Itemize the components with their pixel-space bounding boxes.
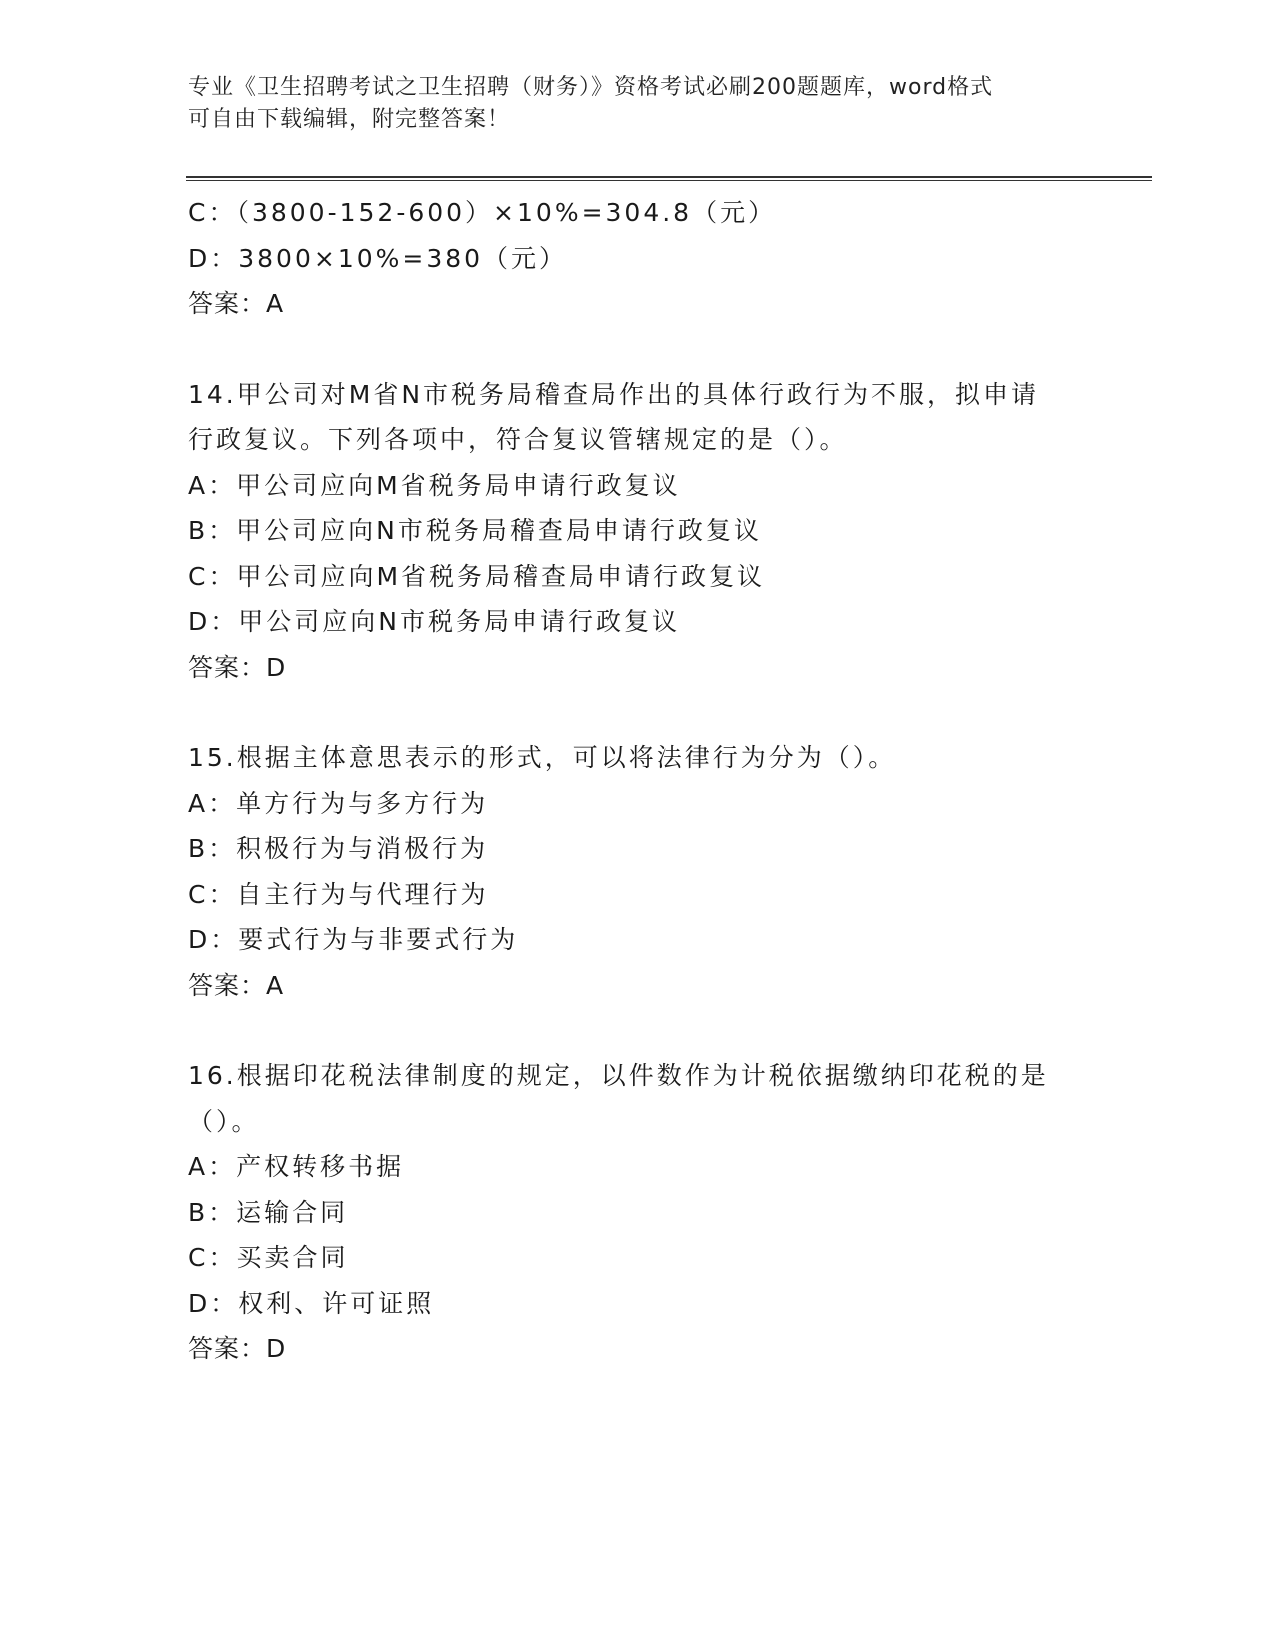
question-spacer: [188, 690, 1088, 735]
answer-text: 答案：D: [188, 652, 287, 682]
option-d: D：权利、许可证照: [188, 1288, 435, 1318]
option-b: B：运输合同: [188, 1197, 349, 1227]
question-stem-line-1: 14.甲公司对M省N市税务局稽查局作出的具体行政行为不服，拟申请: [188, 379, 1040, 409]
question-13-continuation: [188, 190, 1088, 327]
document-body: [188, 190, 1088, 1372]
question-14: [188, 372, 1088, 691]
option-d: D：3800×10%=380（元）: [188, 243, 568, 273]
question-spacer: [188, 327, 1088, 372]
header-title-line-1: 专业《卫生招聘考试之卫生招聘（财务）》资格考试必刷200题题库，word格式: [188, 75, 994, 100]
option-a: A：甲公司应向M省税务局申请行政复议: [188, 470, 681, 500]
question-15: [188, 735, 1088, 1008]
document-header: [188, 72, 1088, 136]
question-stem-line-1: 16.根据印花税法律制度的规定，以件数作为计税依据缴纳印花税的是: [188, 1061, 1049, 1090]
option-a: A：产权转移书据: [188, 1152, 405, 1181]
answer-text: 答案：A: [188, 970, 285, 1000]
option-b: B：甲公司应向N市税务局稽查局申请行政复议: [188, 516, 762, 545]
header-divider: [186, 176, 1152, 181]
answer-text: 答案：D: [188, 1334, 287, 1363]
option-d: D：要式行为与非要式行为: [188, 925, 519, 954]
option-c: C：自主行为与代理行为: [188, 879, 489, 909]
question-stem-line-1: 15.根据主体意思表示的形式，可以将法律行为分为（）。: [188, 743, 897, 772]
option-c: C：买卖合同: [188, 1243, 349, 1272]
question-stem-line-2: （）。: [188, 1106, 260, 1136]
option-d: D：甲公司应向N市税务局申请行政复议: [188, 607, 680, 636]
option-c: C：甲公司应向M省税务局稽查局申请行政复议: [188, 561, 766, 591]
option-c: C：（3800-152-600）×10%=304.8（元）: [188, 198, 777, 227]
question-16: [188, 1053, 1088, 1372]
option-a: A：单方行为与多方行为: [188, 788, 489, 818]
option-b: B：积极行为与消极行为: [188, 834, 489, 863]
question-stem-line-2: 行政复议。下列各项中，符合复议管辖规定的是（）。: [188, 425, 848, 454]
answer-text: 答案：A: [188, 289, 285, 318]
header-title-line-2: 可自由下载编辑，附完整答案！: [188, 107, 511, 132]
question-spacer: [188, 1008, 1088, 1053]
